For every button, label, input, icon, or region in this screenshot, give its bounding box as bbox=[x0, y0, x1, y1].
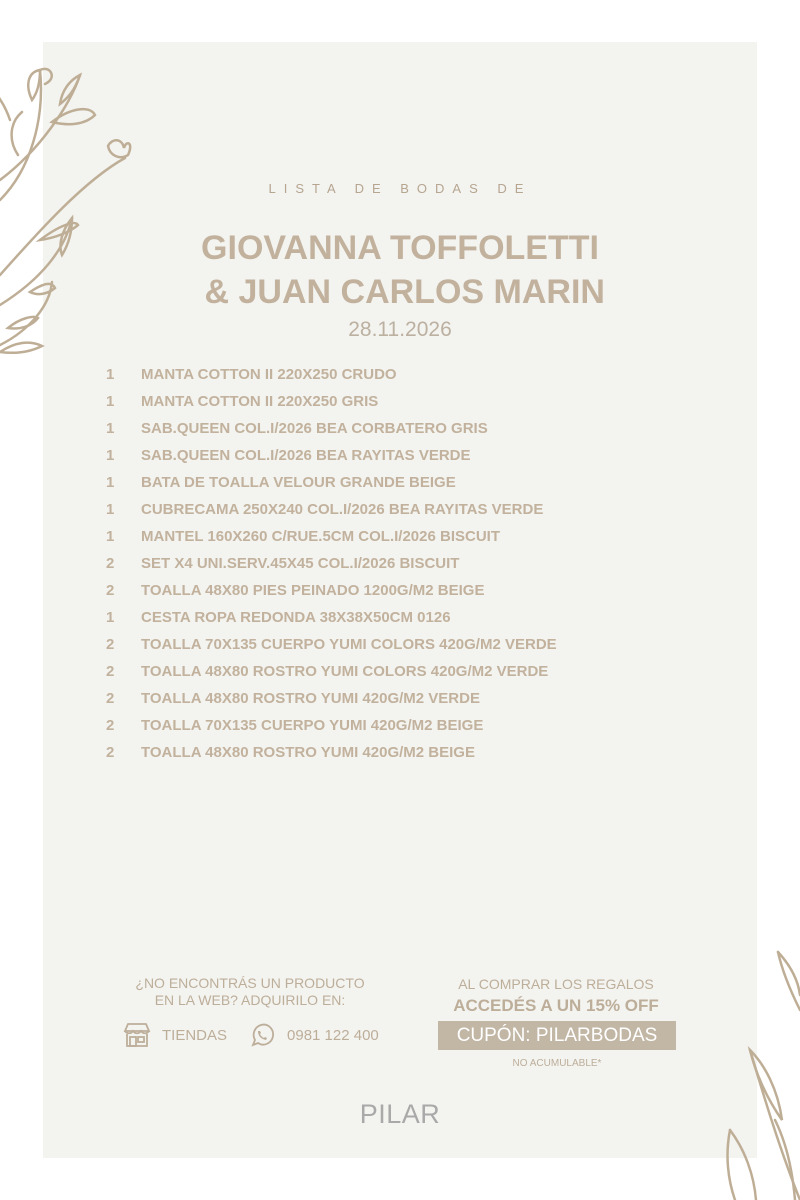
whatsapp-icon bbox=[247, 1021, 277, 1049]
gift-item bbox=[106, 715, 706, 742]
phone-number[interactable]: 0981 122 400 bbox=[287, 1026, 379, 1044]
gift-qty: 1 bbox=[106, 474, 115, 491]
gift-desc: SAB.QUEEN COL.I/2026 BEA CORBATERO GRIS bbox=[141, 420, 488, 437]
gift-desc: MANTA COTTON II 220X250 GRIS bbox=[141, 393, 379, 410]
discount-note bbox=[425, 975, 687, 1017]
gift-list bbox=[106, 364, 706, 769]
gift-qty: 1 bbox=[106, 501, 115, 518]
gift-item bbox=[106, 445, 706, 472]
gift-qty: 2 bbox=[106, 744, 115, 761]
gift-desc: TOALLA 70X135 CUERPO YUMI COLORS 420G/M2 VERDE bbox=[141, 636, 557, 653]
contact-row bbox=[122, 1020, 379, 1050]
gift-qty: 1 bbox=[106, 609, 115, 626]
gift-qty: 1 bbox=[106, 420, 115, 437]
gift-qty: 1 bbox=[106, 447, 115, 464]
missing-product-line-2: EN LA WEB? ADQUIRILO EN: bbox=[154, 992, 346, 1008]
gift-qty: 2 bbox=[106, 663, 115, 680]
discount-line-2: ACCEDÉS A UN 15% OFF bbox=[453, 996, 659, 1015]
gift-desc: TOALLA 48X80 ROSTRO YUMI COLORS 420G/M2 VERDE bbox=[141, 663, 549, 680]
gift-item bbox=[106, 634, 706, 661]
non-cumulative-note: NO ACUMULABLE* bbox=[512, 1058, 602, 1069]
gift-qty: 1 bbox=[106, 366, 115, 383]
gift-desc: TOALLA 48X80 ROSTRO YUMI 420G/M2 BEIGE bbox=[141, 744, 475, 761]
gift-qty: 2 bbox=[106, 690, 115, 707]
discount-line-1: AL COMPRAR LOS REGALOS bbox=[458, 976, 654, 992]
gift-desc: MANTEL 160X260 C/RUE.5CM COL.I/2026 BISCUIT bbox=[141, 528, 500, 545]
gift-qty: 2 bbox=[106, 717, 115, 734]
gift-item bbox=[106, 364, 706, 391]
coupon-code: CUPÓN: PILARBODAS bbox=[438, 1021, 676, 1050]
botanical-branch-bottom-right bbox=[720, 950, 800, 1200]
registry-subtitle: LISTA DE BODAS DE bbox=[268, 181, 532, 196]
gift-qty: 2 bbox=[106, 636, 115, 653]
gift-item bbox=[106, 391, 706, 418]
gift-item bbox=[106, 661, 706, 688]
couple-names bbox=[0, 226, 800, 314]
gift-item bbox=[106, 553, 706, 580]
gift-qty: 1 bbox=[106, 528, 115, 545]
store-icon bbox=[122, 1021, 152, 1049]
stores-label[interactable]: TIENDAS bbox=[162, 1026, 228, 1044]
gift-desc: SET X4 UNI.SERV.45X45 COL.I/2026 BISCUIT bbox=[141, 555, 460, 572]
gift-desc: TOALLA 48X80 PIES PEINADO 1200G/M2 BEIGE bbox=[141, 582, 485, 599]
gift-qty: 2 bbox=[106, 582, 115, 599]
missing-product-line-1: ¿NO ENCONTRÁS UN PRODUCTO bbox=[135, 975, 365, 991]
gift-desc: CUBRECAMA 250X240 COL.I/2026 BEA RAYITAS VERDE bbox=[141, 501, 544, 518]
gift-desc: CESTA ROPA REDONDA 38X38X50CM 0126 bbox=[141, 609, 451, 626]
brand-logo: PILAR bbox=[359, 1099, 441, 1129]
wedding-date: 28.11.2026 bbox=[348, 318, 452, 341]
couple-name-line-1: GIOVANNA TOFFOLETTI bbox=[201, 229, 599, 267]
gift-desc: TOALLA 70X135 CUERPO YUMI 420G/M2 BEIGE bbox=[141, 717, 484, 734]
gift-item bbox=[106, 688, 706, 715]
gift-item bbox=[106, 472, 706, 499]
gift-desc: BATA DE TOALLA VELOUR GRANDE BEIGE bbox=[141, 474, 456, 491]
missing-product-note bbox=[112, 975, 388, 1009]
gift-qty: 2 bbox=[106, 555, 115, 572]
couple-name-line-2: & JUAN CARLOS MARIN bbox=[195, 273, 605, 311]
gift-item bbox=[106, 607, 706, 634]
gift-desc: TOALLA 48X80 ROSTRO YUMI 420G/M2 VERDE bbox=[141, 690, 480, 707]
gift-item bbox=[106, 742, 706, 769]
gift-item bbox=[106, 418, 706, 445]
gift-desc: SAB.QUEEN COL.I/2026 BEA RAYITAS VERDE bbox=[141, 447, 471, 464]
gift-qty: 1 bbox=[106, 393, 115, 410]
gift-item bbox=[106, 580, 706, 607]
botanical-branch-top-left bbox=[0, 60, 140, 360]
gift-desc: MANTA COTTON II 220X250 CRUDO bbox=[141, 366, 397, 383]
gift-item bbox=[106, 499, 706, 526]
gift-item bbox=[106, 526, 706, 553]
